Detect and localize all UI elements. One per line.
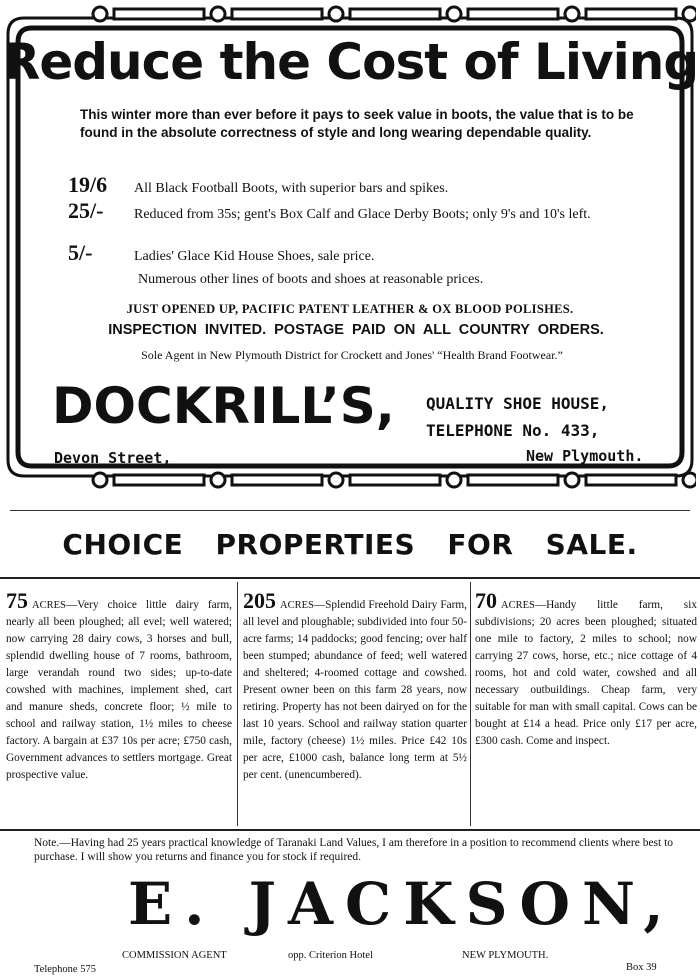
acres-label: ACRES	[501, 600, 535, 611]
ornament-ring-icon	[211, 7, 225, 21]
offer-price: 25/-	[68, 198, 104, 223]
ornament-ring-icon	[447, 7, 461, 21]
shop-details	[426, 390, 609, 444]
property-acres: 205	[243, 588, 276, 613]
more-lines-text: Numerous other lines of boots and shoes at reasonable prices.	[138, 272, 484, 287]
agent-role: COMMISSION AGENT	[122, 950, 227, 961]
offer-description: Reduced from 35s; gent's Box Calf and Glace Derby Boots; only 9's and 10's left.	[134, 207, 591, 222]
ornament-ring-icon	[683, 473, 696, 487]
property-acres: 70	[475, 588, 497, 613]
offer-price: 5/-	[68, 240, 93, 265]
ornament-bar-icon	[114, 475, 204, 485]
divider	[0, 829, 700, 831]
divider	[0, 577, 700, 579]
property-description: —Very choice little dairy farm, nearly all been ploughed; all evel; well watered; now carrying 28 dairy cows, 3 horses and bull, splendid dwelling house of 7 rooms, bathroom, large verandah round two sides; up-to-date cowshed with machines, implement shed, cart and manure sheds, concrete floor; ½ mile to school and railway station, 1½ miles to cheese factory. A bargain at £37 10s per acre; £750 cash, Government advances to settlers mortgage. Great prospective value.	[6, 599, 232, 781]
postage-text: POSTAGE PAID ON ALL COUNTRY ORDERS.	[274, 322, 604, 338]
shop-street: Devon Street,	[54, 449, 172, 467]
shop-name: DOCKRILL’S,	[52, 377, 395, 435]
ornament-bar-icon	[232, 475, 322, 485]
inspection-text: INSPECTION INVITED.	[108, 322, 267, 338]
ornament-bar-icon	[114, 9, 204, 19]
ornament-ring-icon	[93, 7, 107, 21]
shop-tagline: QUALITY SHOE HOUSE,	[426, 394, 610, 413]
agent-location: opp. Criterion Hotel	[288, 950, 373, 961]
ornament-bar-icon	[468, 475, 558, 485]
sole-agent-text: Sole Agent in New Plymouth District for Crockett and Jones' “Health Brand Footwear.”	[141, 348, 563, 362]
property-description: —Splendid Freehold Dairy Farm, all level and ploughable; subdivided into four 50-acre farms; 14 paddocks; good fencing; over half been stumped; abundance of feed; well watered and sheltered; 4-roomed cottage and cowshed. Present owner been on this farm 28 years, now retiring. Property has not been dairyed on for the last 10 years. School and railway station quarter mile, factory (cheese) 1½ miles. Price £42 10s per acre, £1000 cash, balance long term at 5½ per cent. (unencumbered).	[243, 599, 467, 781]
ornament-ring-icon	[329, 473, 343, 487]
ornament-ring-icon	[447, 473, 461, 487]
ornament-ring-icon	[329, 7, 343, 21]
ornament-bar-icon	[350, 475, 440, 485]
column-divider	[470, 582, 471, 826]
shop-telephone: TELEPHONE No. 433,	[426, 421, 600, 440]
properties-heading: CHOICE PROPERTIES FOR SALE.	[62, 528, 638, 561]
agent-town: NEW PLYMOUTH.	[462, 950, 549, 961]
inspection-line	[0, 322, 700, 338]
ornament-bar-icon	[468, 9, 558, 19]
agent-name: E. JACKSON,	[128, 870, 676, 938]
ornament-ring-icon	[683, 7, 696, 21]
property-listing	[475, 588, 697, 750]
property-listing	[6, 588, 232, 784]
offer-price: 19/6	[68, 172, 108, 197]
ornament-ring-icon	[565, 7, 579, 21]
ornament-bar-icon	[232, 9, 322, 19]
ornament-bar-icon	[586, 9, 676, 19]
ornament-ring-icon	[565, 473, 579, 487]
acres-label: ACRES	[280, 600, 314, 611]
ad-headline: Reduce the Cost of Living	[1, 33, 699, 91]
agent-telephone: Telephone 575	[34, 964, 96, 975]
jackson-note: Note.—Having had 25 years practical knowledge of Taranaki Land Values, I am therefore in a position to recommend clients where best to purchase. I will show you returns and finance you for stock if required.	[34, 837, 674, 863]
just-opened-text: JUST OPENED UP, PACIFIC PATENT LEATHER & OX BLOOD POLISHES.	[126, 302, 574, 316]
property-acres: 75	[6, 588, 28, 613]
property-listing	[243, 588, 467, 784]
column-divider	[237, 582, 238, 826]
agent-box: Box 39	[626, 962, 657, 973]
ornament-bar-icon	[350, 9, 440, 19]
acres-label: ACRES	[32, 600, 66, 611]
shop-town: New Plymouth.	[526, 447, 644, 465]
ornament-bar-icon	[586, 475, 676, 485]
ad-intro: This winter more than ever before it pays to seek value in boots, the value that is to be found in the absolute correctness of style and long wearing dependable quality.	[80, 107, 634, 140]
divider	[10, 510, 690, 511]
ornament-ring-icon	[93, 473, 107, 487]
offer-description: Ladies' Glace Kid House Shoes, sale price.	[134, 249, 375, 264]
ornament-ring-icon	[211, 473, 225, 487]
property-description: —Handy little farm, six subdivisions; 20 acres been ploughed; situated one mile to factory, 2 miles to school; now carrying 27 cows, horse, etc.; nice cottage of 4 rooms, hot and cold water, cowshed and all necessary outbuildings. Cheap farm, very suitable for man with small capital. Cows can be bought at £14 a head. Price only £17 per acre, £300 cash. Come and inspect.	[475, 599, 697, 747]
offer-description: All Black Football Boots, with superior bars and spikes.	[134, 181, 449, 196]
